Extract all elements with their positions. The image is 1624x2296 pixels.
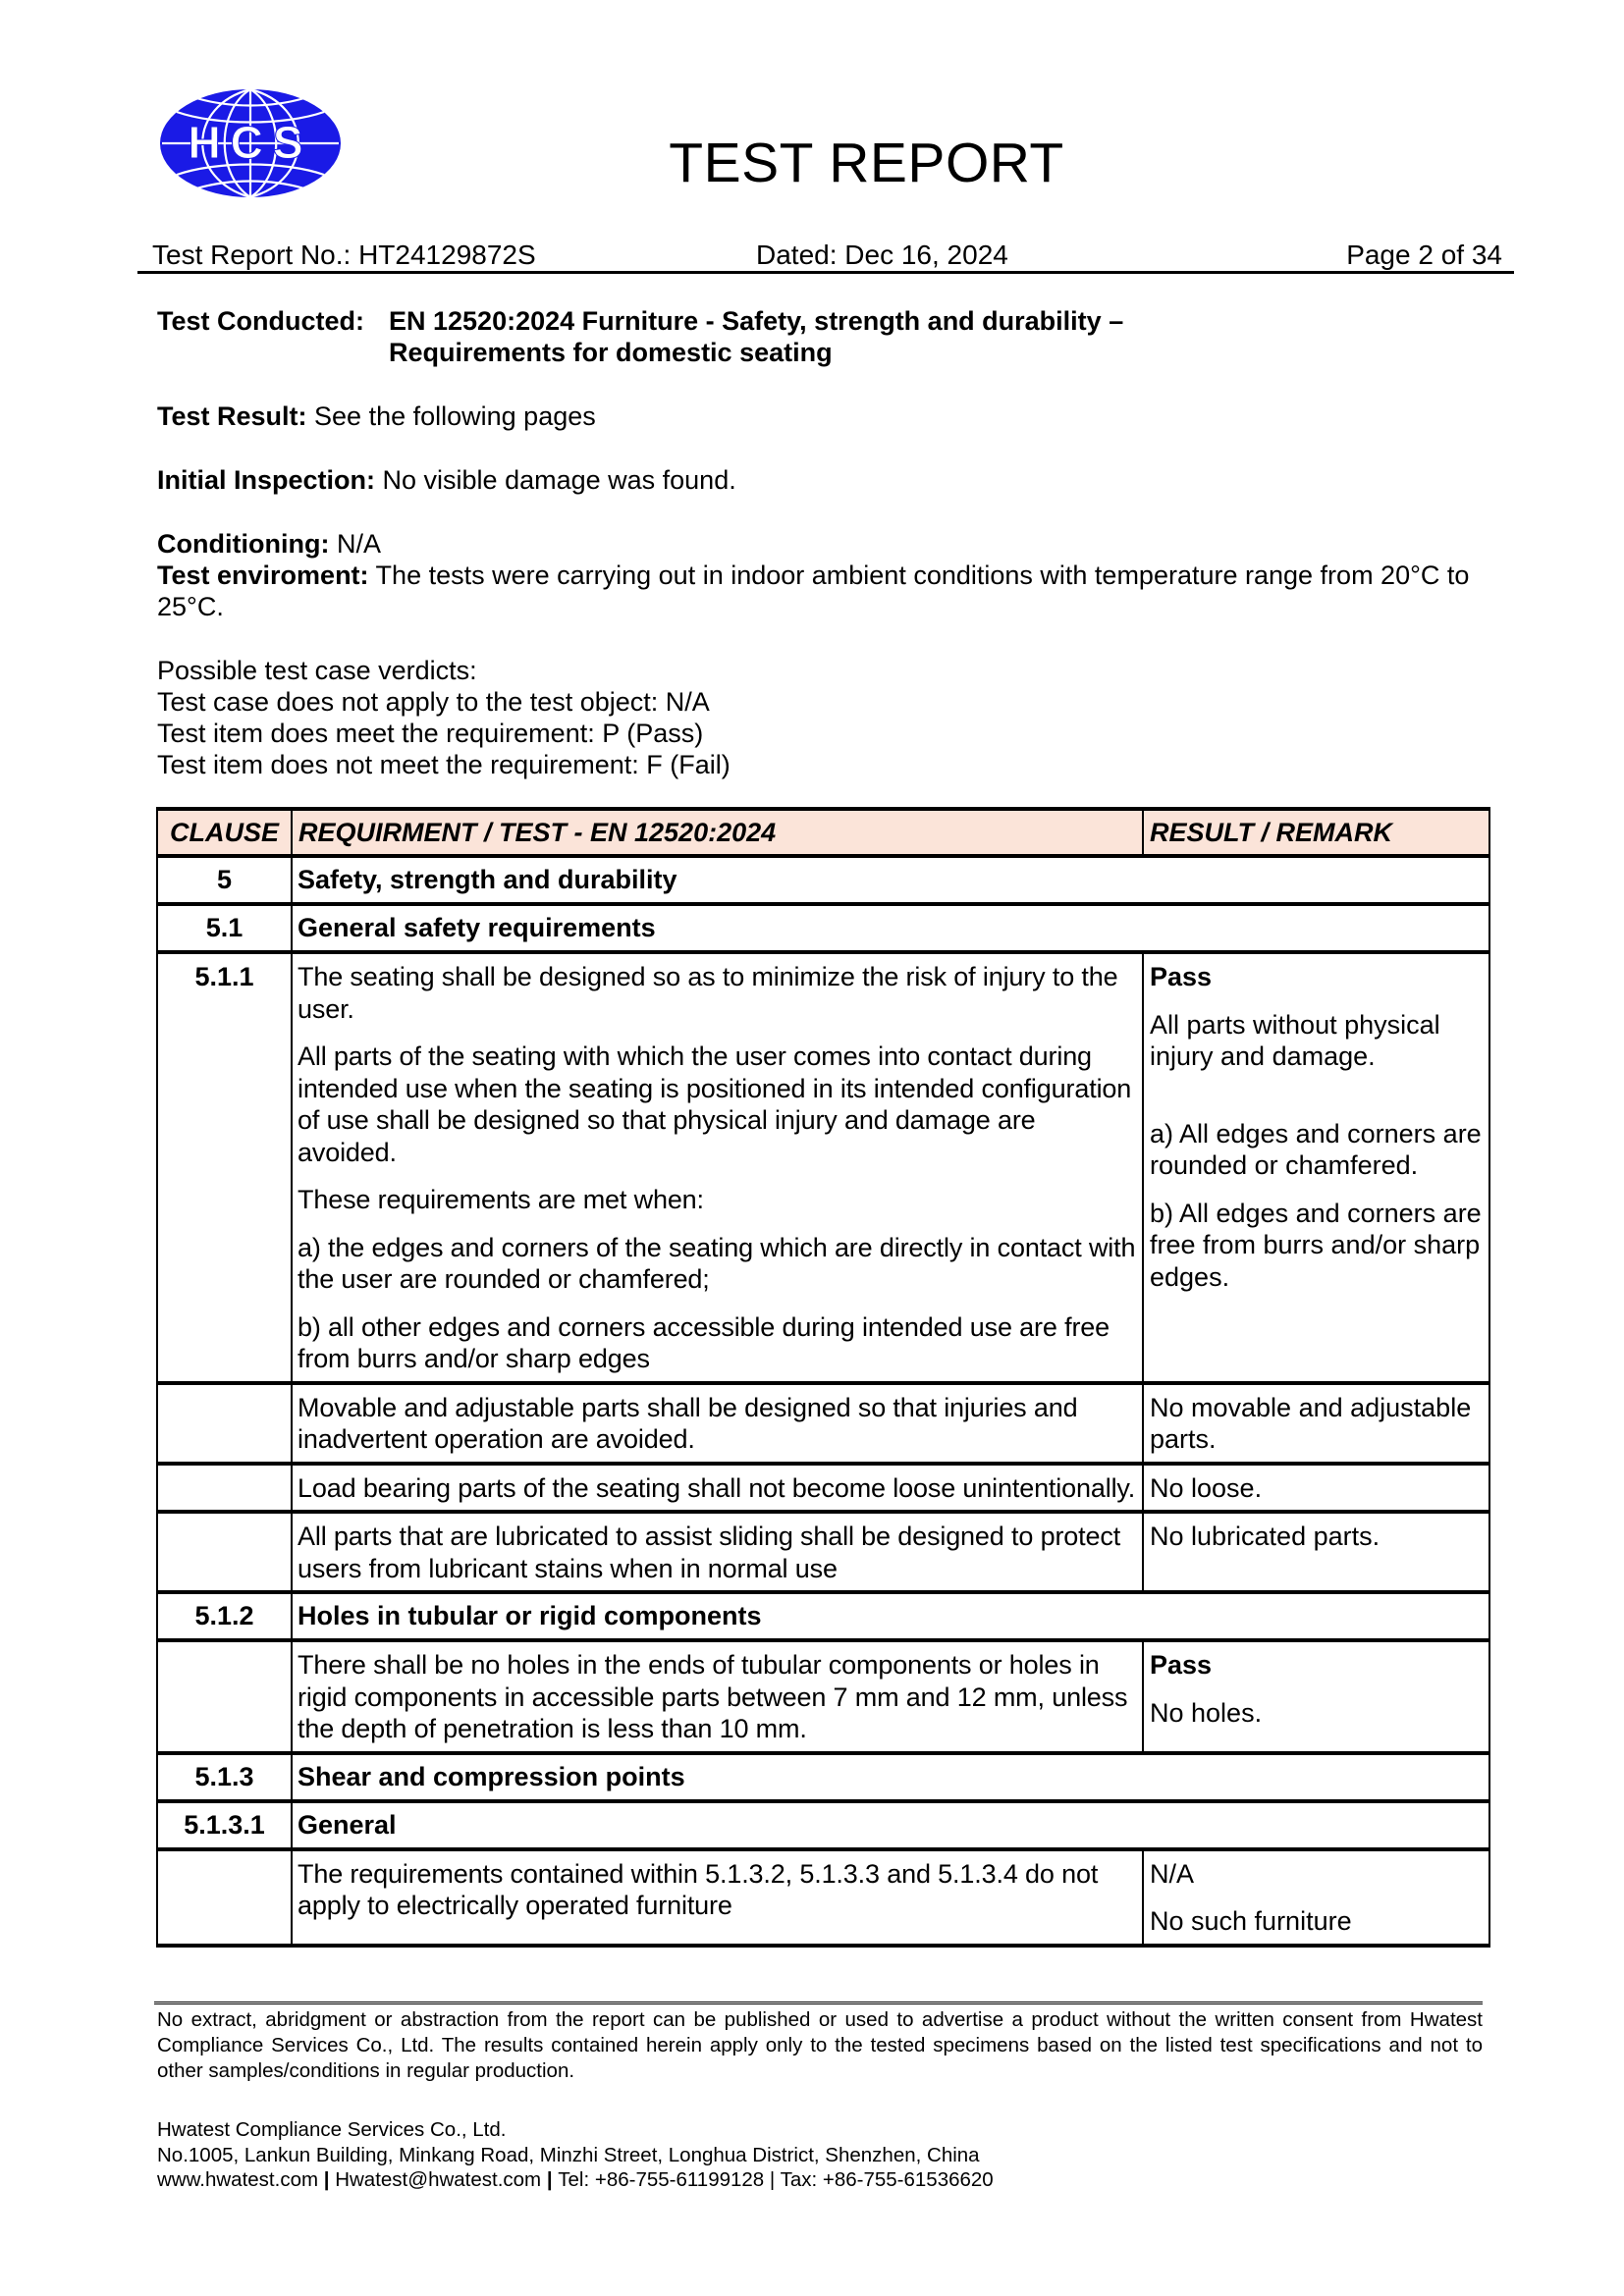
- clause-number: [157, 1849, 292, 1946]
- verdict-legend: [157, 655, 731, 780]
- initial-inspection: [157, 464, 736, 496]
- separator: |: [541, 2168, 559, 2191]
- result-cell: [1143, 1383, 1489, 1464]
- clause-number: 5: [157, 856, 292, 904]
- verdict-label: Pass: [1150, 962, 1213, 991]
- clause-number: 5.1.3: [157, 1753, 292, 1801]
- remark-text: b) All edges and corners are free from burrs and/or sharp edges.: [1150, 1198, 1482, 1292]
- result-cell: [1143, 952, 1489, 1383]
- test-conducted-line2: Requirements for domestic seating: [389, 338, 833, 367]
- footer-tel: Tel: +86-755-61199128: [558, 2168, 765, 2191]
- table-row: [157, 1383, 1489, 1464]
- requirement-cell: [292, 1849, 1143, 1946]
- initial-inspection-label: Initial Inspection:: [157, 465, 376, 495]
- table-row: [157, 1640, 1489, 1753]
- requirement-paragraph: All parts that are lubricated to assist sliding shall be designed to protect users from lubricant stains when in normal use: [298, 1522, 1121, 1583]
- verdict-legend-heading: Possible test case verdicts:: [157, 656, 477, 685]
- report-date: Dated: Dec 16, 2024: [756, 240, 1008, 270]
- clause-number: [157, 1640, 292, 1753]
- verdict-label: N/A: [1150, 1858, 1195, 1889]
- page-number: Page 2 of 34: [1346, 240, 1502, 270]
- footer-website-link[interactable]: www.hwatest.com: [157, 2168, 319, 2191]
- requirement-paragraph: b) all other edges and corners accessible during intended use are free from burrs and/or sharp edges: [298, 1311, 1110, 1373]
- conditioning: [157, 528, 381, 560]
- requirement-paragraph: All parts of the seating with which the user comes into contact during intended use when the seating is positioned in its intended configuration of use shall be designed so that physical injury and damage are avoided.: [298, 1041, 1132, 1167]
- table-body: [157, 856, 1489, 1946]
- requirement-paragraph: a) the edges and corners of the seating which are directly in contact with the user are rounded or chamfered;: [298, 1232, 1136, 1294]
- requirement-cell: [292, 1383, 1143, 1464]
- requirement-cell: [292, 1512, 1143, 1592]
- section-row: [157, 1592, 1489, 1640]
- requirement-paragraph: The requirements contained within 5.1.3.2, 5.1.3.3 and 5.1.3.4 do not apply to electrically operated furniture: [298, 1858, 1099, 1920]
- column-header-result: RESULT / REMARK: [1143, 809, 1489, 856]
- verdict-label: Pass: [1150, 1650, 1213, 1680]
- result-cell: [1143, 1512, 1489, 1592]
- column-header-requirement: REQUIRMENT / TEST - EN 12520:2024: [292, 809, 1143, 856]
- footer-divider: [154, 2002, 1483, 2004]
- clause-number: 5.1.2: [157, 1592, 292, 1640]
- clause-number: 5.1.3.1: [157, 1801, 292, 1849]
- table-row: [157, 1512, 1489, 1592]
- clause-number: [157, 1383, 292, 1464]
- result-cell: [1143, 1849, 1489, 1946]
- table-row: [157, 1849, 1489, 1946]
- requirements-table: [156, 807, 1490, 1948]
- remark-text: All parts without physical injury and damage.: [1150, 1009, 1440, 1071]
- remark-text: No loose.: [1150, 1472, 1263, 1503]
- verdict-legend-line: Test item does not meet the requirement: F (Fail): [157, 750, 731, 779]
- requirement-cell: [292, 952, 1143, 1383]
- table-header-row: [157, 809, 1489, 856]
- requirement-paragraph: There shall be no holes in the ends of tubular components or holes in rigid components in accessible parts between 7 mm and 12 mm, unless the depth of penetration is less than 10 mm.: [298, 1650, 1128, 1743]
- section-title: Safety, strength and durability: [292, 856, 1489, 904]
- footer-address: No.1005, Lankun Building, Minkang Road, Minzhi Street, Longhua District, Shenzhen, China: [157, 2143, 980, 2166]
- test-conducted: [157, 305, 1123, 368]
- remark-text: No lubricated parts.: [1150, 1522, 1380, 1551]
- requirement-cell: [292, 1464, 1143, 1513]
- separator: |: [318, 2168, 336, 2191]
- table-row: [157, 952, 1489, 1383]
- test-result-value: See the following pages: [306, 401, 596, 431]
- test-environment-value: The tests were carrying out in indoor ambient conditions with temperature range from 20°C to 25°C.: [157, 561, 1470, 621]
- verdict-legend-line: Test item does meet the requirement: P (Pass): [157, 719, 704, 748]
- column-header-clause: CLAUSE: [157, 809, 292, 856]
- conditioning-value: N/A: [329, 529, 381, 559]
- requirement-paragraph: Load bearing parts of the seating shall not become loose unintentionally.: [298, 1472, 1136, 1503]
- verdict-legend-line: Test case does not apply to the test object: N/A: [157, 687, 710, 717]
- logo-text: HCS: [188, 117, 313, 168]
- footer-email-link[interactable]: Hwatest@hwatest.com: [335, 2168, 542, 2191]
- requirement-paragraph: These requirements are met when:: [298, 1185, 704, 1214]
- test-conducted-line1: EN 12520:2024 Furniture - Safety, strength and durability –: [389, 306, 1124, 336]
- clause-number: 5.1.1: [157, 952, 292, 1383]
- section-row: [157, 1753, 1489, 1801]
- section-row: [157, 904, 1489, 952]
- section-row: [157, 856, 1489, 904]
- remark-text: No movable and adjustable parts.: [1150, 1392, 1472, 1454]
- requirement-paragraph: The seating shall be designed so as to minimize the risk of injury to the user.: [298, 962, 1118, 1024]
- test-conducted-label: Test Conducted:: [157, 306, 364, 336]
- test-environment-label: Test enviroment:: [157, 561, 369, 590]
- header-divider: [137, 271, 1514, 274]
- test-result: [157, 400, 596, 432]
- section-row: [157, 1801, 1489, 1849]
- clause-number: 5.1: [157, 904, 292, 952]
- section-title: Shear and compression points: [292, 1753, 1489, 1801]
- report-number: Test Report No.: HT24129872S: [152, 240, 536, 270]
- initial-inspection-value: No visible damage was found.: [375, 465, 736, 495]
- page-title: TEST REPORT: [669, 132, 1064, 194]
- footer-company-name: Hwatest Compliance Services Co., Ltd.: [157, 2118, 507, 2141]
- section-title: General safety requirements: [292, 904, 1489, 952]
- requirement-cell: [292, 1640, 1143, 1753]
- remark-text: No such furniture: [1150, 1906, 1352, 1936]
- separator: |: [764, 2168, 781, 2191]
- result-cell: [1143, 1640, 1489, 1753]
- conditioning-label: Conditioning:: [157, 529, 330, 559]
- result-cell: [1143, 1464, 1489, 1513]
- footer-contacts: [157, 2167, 994, 2193]
- section-title: General: [292, 1801, 1489, 1849]
- table-row: [157, 1464, 1489, 1513]
- test-result-label: Test Result:: [157, 401, 307, 431]
- section-title: Holes in tubular or rigid components: [292, 1592, 1489, 1640]
- clause-number: [157, 1464, 292, 1513]
- remark-text: a) All edges and corners are rounded or chamfered.: [1150, 1118, 1482, 1180]
- test-environment: [157, 560, 1522, 622]
- remark-text: No holes.: [1150, 1697, 1263, 1728]
- requirement-paragraph: Movable and adjustable parts shall be designed so that injuries and inadvertent operation are avoided.: [298, 1392, 1078, 1454]
- footer-fax: Tax: +86-755-61536620: [780, 2168, 994, 2191]
- footer-company-info: [157, 2117, 994, 2193]
- footer-disclaimer: No extract, abridgment or abstraction from the report can be published or used to advertise a product without the written consent from Hwatest Compliance Services Co., Ltd. The results contained herein apply only to the tested specimens based on the listed test specifications and not to other samples/conditions in regular production.: [157, 2008, 1483, 2082]
- clause-number: [157, 1512, 292, 1592]
